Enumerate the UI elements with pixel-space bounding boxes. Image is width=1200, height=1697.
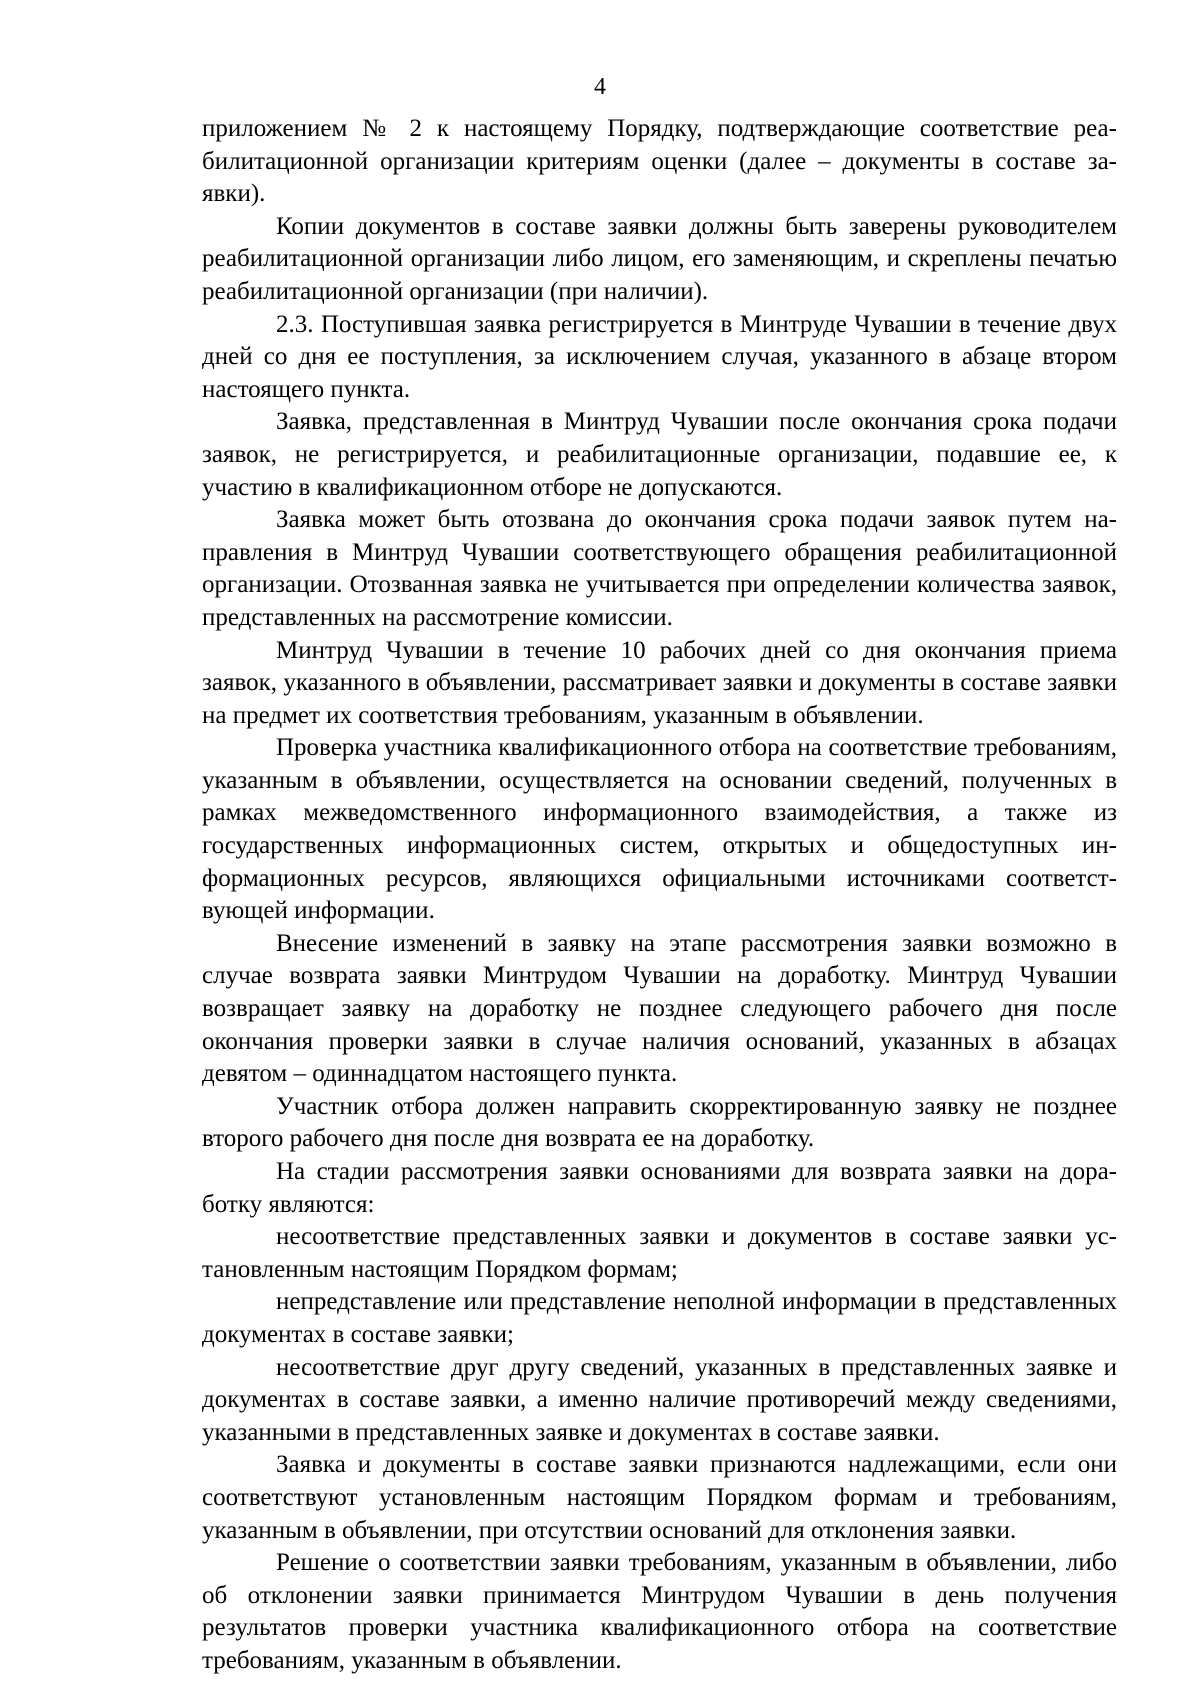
paragraph-decision: Решение о соответствии заявки требованиям, указанным в объявлении, либо об отклонении заявки принимается Минтрудом Чувашии в день получения результатов проверки участника квалификационного отбора на соответствие требованиям, указанным в объявлении.	[202, 1549, 1117, 1674]
paragraph-ground-inconsistency: несоответствие друг другу сведений, указанных в представленных заявке и документах в составе заявки, а именно наличие противоречий между сведениями, указанными в представленных заявке и документах в составе заявки.	[202, 1353, 1117, 1446]
paragraph-registration: 2.3. Поступившая заявка регистрируется в Минтруде Чувашии в течение двух дней со дня ее поступления, за исключением случая, указанного в абзаце втором настоящего пункта.	[202, 310, 1117, 403]
paragraph-amendments: Внесение изменений в заявку на этапе рассмотрения заявки возможно в случае возврата заявки Минтрудом Чувашии на доработку. Минтруд Чувашии возвращает заявку на доработку не позднее следующего рабочего дня после окончания проверки заявки в случае наличия оснований, указанных в абзацах девятом – одиннадцатом настоящего пункта.	[202, 929, 1117, 1088]
paragraph-proper-application: Заявка и документы в составе заявки признаются надлежащими, если они соответствуют установленным настоящим Порядком формам и требованиям, указанным в объявлении, при отсутствии оснований для отклонения заявки.	[202, 1451, 1117, 1544]
paragraph-copies-certification: Копии документов в составе заявки должны быть заверены руководителем реабилитационной организации либо лицом, его заменяющим, и скреплены печатью реабилитационной организации (при наличии).	[202, 212, 1117, 305]
paragraph-continuation: приложением № 2 к настоящему Порядку, подтверждающие соответствие реабилитационной организации критериям оценки (далее – документы в составе заявки).	[202, 115, 1117, 208]
paragraph-withdrawal: Заявка может быть отозвана до окончания срока подачи заявок путем направления в Минтруд Чувашии соответствующего обращения реабилитационной организации. Отозванная заявка не учитывается при определении количества заявок, представленных на рассмотрение комиссии.	[202, 506, 1117, 631]
document-body	[202, 113, 1117, 1678]
paragraph-ground-incomplete-info: непредставление или представление неполной информации в представленных документах в составе заявки;	[202, 1288, 1117, 1348]
paragraph-return-grounds-intro: На стадии рассмотрения заявки основаниями для возврата заявки на доработку являются:	[202, 1158, 1117, 1218]
page-number: 4	[594, 74, 606, 100]
paragraph-ground-form-mismatch: несоответствие представленных заявки и документов в составе заявки установленным настоящим Порядком формам;	[202, 1223, 1117, 1283]
paragraph-participant-check: Проверка участника квалификационного отбора на соответствие требованиям, указанным в объявлении, осуществляется на основании сведений, полученных в рамках межведомственного информационного взаимодействия, а также из государственных информационных систем, открытых и общедоступных информационных ресурсов, являющихся официальными источниками соответствующей информации.	[202, 734, 1117, 925]
paragraph-review-period: Минтруд Чувашии в течение 10 рабочих дней со дня окончания приема заявок, указанного в объявлении, рассматривает заявки и документы в составе заявки на предмет их соответствия требованиям, указанным в объявлении.	[202, 636, 1117, 729]
paragraph-late-application: Заявка, представленная в Минтруд Чувашии после окончания срока подачи заявок, не регистрируется, и реабилитационные организации, подавшие ее, к участию в квалификационном отборе не допускаются.	[202, 408, 1117, 501]
paragraph-corrected-application: Участник отбора должен направить скорректированную заявку не позднее второго рабочего дня после дня возврата ее на доработку.	[202, 1092, 1117, 1153]
